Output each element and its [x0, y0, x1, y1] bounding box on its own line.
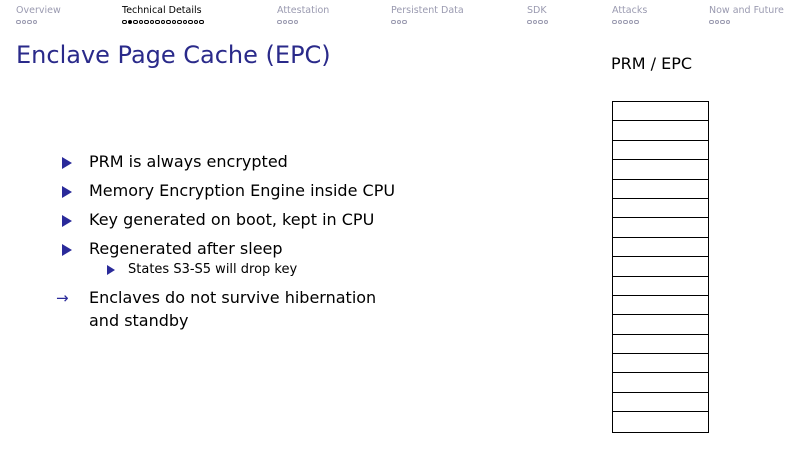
nav-dot[interactable]	[618, 20, 623, 25]
nav-section-attacks[interactable]	[612, 5, 647, 26]
epc-page-row	[613, 160, 708, 179]
nav-dot[interactable]	[715, 20, 720, 25]
conclusion-text-line2: and standby	[89, 311, 189, 330]
nav-dot[interactable]	[533, 20, 538, 25]
nav-section-now-and-future[interactable]	[709, 5, 784, 26]
nav-dots	[16, 18, 61, 26]
nav-dot[interactable]	[33, 20, 38, 25]
epc-page-row	[613, 315, 708, 334]
epc-page-stack	[612, 101, 709, 433]
triangle-bullet-icon	[62, 186, 72, 198]
epc-page-row	[613, 238, 708, 257]
slide-title: Enclave Page Cache (EPC)	[16, 41, 331, 69]
epc-page-row	[613, 354, 708, 373]
epc-page-row	[613, 296, 708, 315]
nav-dot[interactable]	[629, 20, 634, 25]
nav-dot[interactable]	[155, 20, 160, 25]
nav-section-sdk[interactable]	[527, 5, 548, 26]
triangle-bullet-icon	[107, 265, 115, 275]
nav-dot[interactable]	[277, 20, 282, 25]
bullet-item	[62, 209, 442, 238]
nav-dot[interactable]	[288, 20, 293, 25]
epc-page-row	[613, 393, 708, 412]
nav-label: Overview	[16, 5, 61, 16]
nav-dot[interactable]	[16, 20, 21, 25]
nav-label: Technical Details	[122, 5, 202, 16]
nav-dot[interactable]	[133, 20, 138, 25]
epc-page-row	[613, 141, 708, 160]
epc-page-row	[613, 218, 708, 237]
nav-dot[interactable]	[183, 20, 188, 25]
nav-section-overview[interactable]	[16, 5, 61, 26]
epc-page-row	[613, 199, 708, 218]
nav-dots	[527, 18, 548, 26]
nav-dot[interactable]	[634, 20, 639, 25]
nav-dot[interactable]	[709, 20, 714, 25]
sub-bullet-text: States S3-S5 will drop key	[128, 262, 298, 277]
nav-section-persistent-data[interactable]	[391, 5, 464, 26]
nav-dot[interactable]	[726, 20, 731, 25]
nav-dot[interactable]	[402, 20, 407, 25]
nav-section-attestation[interactable]	[277, 5, 329, 26]
right-arrow-icon: →	[56, 289, 69, 307]
navigation-bar	[0, 0, 800, 32]
triangle-bullet-icon	[62, 157, 72, 169]
nav-dot[interactable]	[27, 20, 32, 25]
nav-dots	[612, 18, 647, 26]
nav-dot[interactable]	[612, 20, 617, 25]
nav-dot[interactable]	[199, 20, 204, 25]
nav-dot[interactable]	[391, 20, 396, 25]
nav-dots	[277, 18, 329, 26]
bullet-text: Memory Encryption Engine inside CPU	[89, 181, 396, 200]
nav-dot[interactable]	[283, 20, 288, 25]
nav-label: Attacks	[612, 5, 648, 16]
nav-dot[interactable]	[122, 20, 127, 25]
nav-label: Now and Future	[709, 5, 784, 16]
nav-dot[interactable]	[144, 20, 149, 25]
sub-bullet-item	[62, 261, 442, 284]
nav-dot[interactable]	[544, 20, 549, 25]
bullet-item	[62, 151, 442, 180]
nav-dots	[709, 18, 784, 26]
nav-dots	[391, 18, 464, 26]
bullet-list	[56, 151, 442, 330]
nav-label: Persistent Data	[391, 5, 464, 16]
nav-dot[interactable]	[150, 20, 155, 25]
nav-dot[interactable]	[139, 20, 144, 25]
epc-page-row	[613, 102, 708, 121]
nav-dot[interactable]	[188, 20, 193, 25]
nav-dot[interactable]	[177, 20, 182, 25]
bullet-item	[62, 180, 442, 209]
nav-dot[interactable]	[538, 20, 543, 25]
bullet-text: PRM is always encrypted	[89, 152, 288, 171]
epc-diagram-label: PRM / EPC	[611, 54, 693, 73]
nav-section-technical-details[interactable]	[122, 5, 204, 26]
conclusion-text-line1: Enclaves do not survive hibernation	[89, 288, 377, 307]
nav-dot[interactable]	[623, 20, 628, 25]
nav-dot[interactable]	[161, 20, 166, 25]
epc-page-row	[613, 121, 708, 140]
nav-dots	[122, 18, 204, 26]
epc-page-row	[613, 180, 708, 199]
epc-page-row	[613, 257, 708, 276]
nav-dot[interactable]	[194, 20, 199, 25]
nav-dot[interactable]	[172, 20, 177, 25]
nav-dot[interactable]	[128, 20, 133, 25]
triangle-bullet-icon	[62, 215, 72, 227]
nav-dot[interactable]	[294, 20, 299, 25]
epc-page-row	[613, 412, 708, 431]
epc-page-row	[613, 335, 708, 354]
epc-page-row	[613, 373, 708, 392]
nav-dot[interactable]	[397, 20, 402, 25]
nav-label: SDK	[527, 5, 547, 16]
bullet-text: Regenerated after sleep	[89, 239, 283, 258]
nav-dot[interactable]	[166, 20, 171, 25]
nav-dot[interactable]	[527, 20, 532, 25]
nav-dot[interactable]	[720, 20, 725, 25]
triangle-bullet-icon	[62, 244, 72, 256]
bullet-text: Key generated on boot, kept in CPU	[89, 210, 375, 229]
nav-dot[interactable]	[22, 20, 27, 25]
nav-label: Attestation	[277, 5, 330, 16]
epc-page-row	[613, 277, 708, 296]
